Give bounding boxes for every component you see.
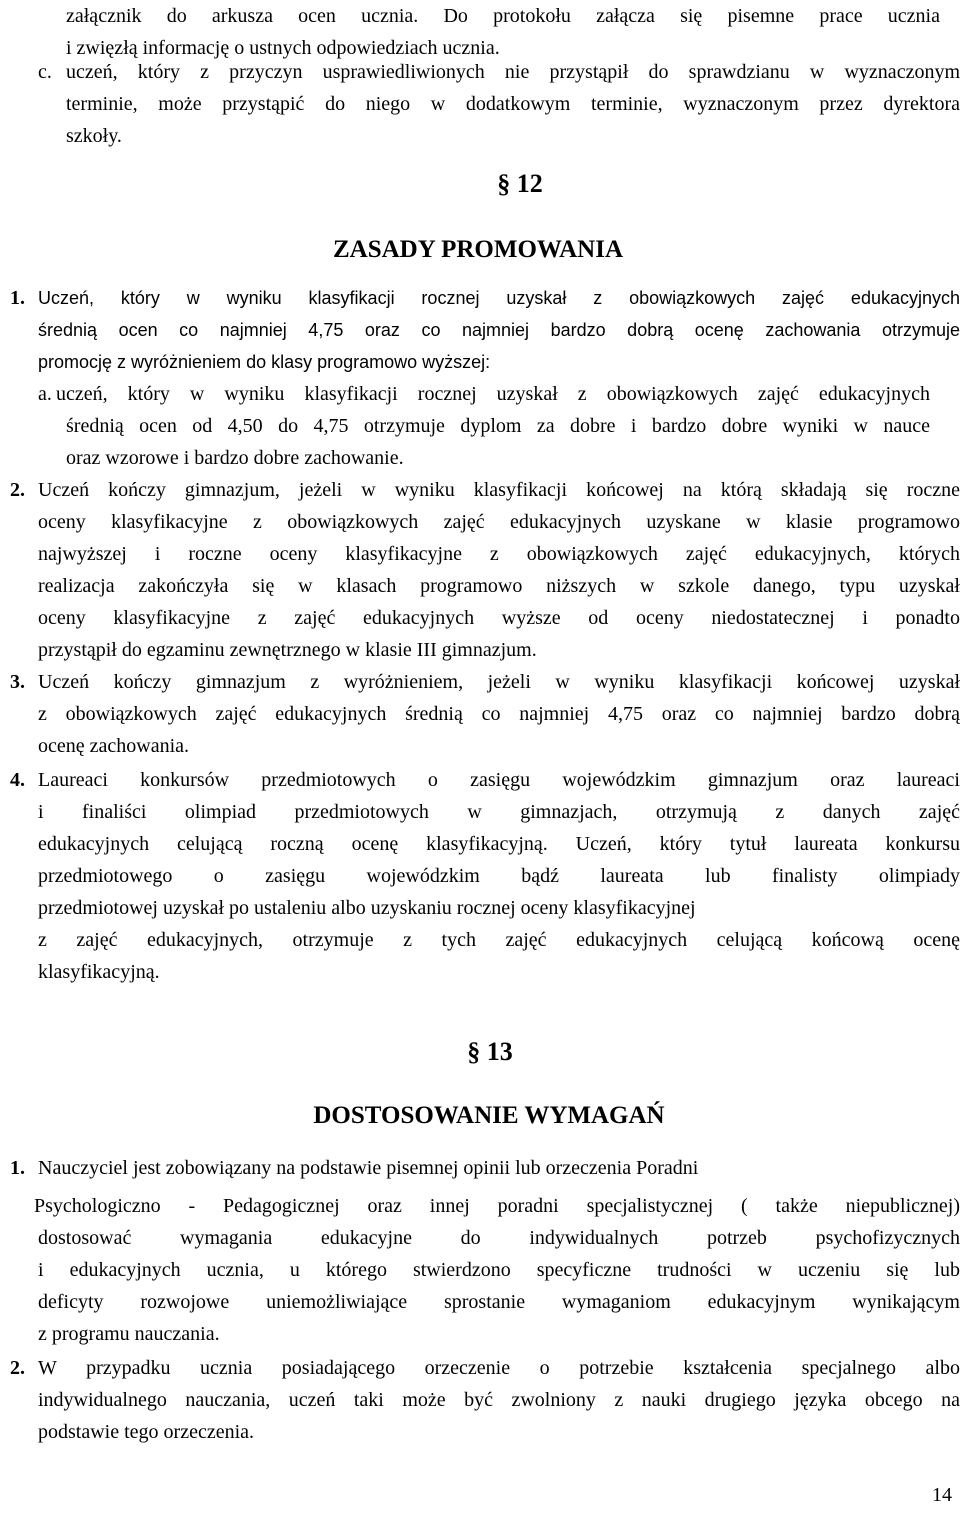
- text-line: Laureaci konkursów przedmiotowych o zasięgu wojewódzkim gimnazjum oraz laureaci: [38, 769, 960, 791]
- text-line: promocję z wyróżnieniem do klasy programowo wyższej:: [38, 352, 491, 372]
- text-line: edukacyjnych celującą roczną ocenę klasyfikacyjną. Uczeń, który tytuł laureata konkursu: [38, 833, 960, 855]
- text-line: najwyższej i roczne oceny klasyfikacyjne z obowiązkowych zajęć edukacyjnych, których: [38, 543, 960, 565]
- text-line: przystąpił do egzaminu zewnętrznego w klasie III gimnazjum.: [38, 639, 537, 661]
- list-item: [38, 666, 960, 762]
- list-number: 3.: [10, 671, 25, 693]
- section-title: DOSTOSOWANIE WYMAGAŃ: [313, 1102, 665, 1129]
- list-item-cont: [66, 410, 930, 474]
- text-line: terminie, może przystąpić do niego w dodatkowym terminie, wyznaczonym przez dyrektora: [66, 93, 960, 115]
- list-item: [38, 1352, 960, 1448]
- list-number: 2.: [10, 479, 25, 501]
- text-line: z programu nauczania.: [38, 1323, 220, 1345]
- text-line: oraz wzorowe i bardzo dobre zachowanie.: [66, 447, 404, 469]
- list-number: 1.: [10, 1157, 25, 1179]
- text-line: realizacja zakończyła się w klasach programowo niższych w szkole danego, typu uzyskał: [38, 575, 960, 597]
- text-line: indywidualnego nauczania, uczeń taki może być zwolniony z nauki drugiego języka obcego na: [38, 1389, 960, 1411]
- list-item-c: [66, 56, 960, 152]
- text-line: W przypadku ucznia posiadającego orzeczenie o potrzebie kształcenia specjalnego albo: [38, 1357, 960, 1379]
- text-line: ocenę zachowania.: [38, 735, 190, 757]
- text-line: przedmiotowej uzyskał po ustaleniu albo uzyskaniu rocznej oceny klasyfikacyjnej: [38, 897, 696, 919]
- list-number: 1.: [10, 287, 25, 309]
- text-line: Uczeń, który w wyniku klasyfikacji rocznej uzyskał z obowiązkowych zajęć edukacyjnych: [38, 288, 960, 308]
- text-line: Psychologiczno - Pedagogicznej oraz innej poradni specjalistycznej ( także niepublicznej): [34, 1195, 960, 1217]
- text-line: średnią ocen co najmniej 4,75 oraz co najmniej bardzo dobrą ocenę zachowania otrzymuje: [38, 320, 960, 340]
- text-line: średnią ocen od 4,50 do 4,75 otrzymuje dyplom za dobre i bardzo dobre wyniki w nauce: [66, 415, 930, 437]
- list-marker: c.: [38, 61, 52, 83]
- text-line: przedmiotowego o zasięgu wojewódzkim bądź laureata lub finalisty olimpiady: [38, 865, 960, 887]
- text-line: Uczeń kończy gimnazjum, jeżeli w wyniku klasyfikacji końcowej na którą składają się roczne: [38, 479, 960, 501]
- text-line: uczeń, który z przyczyn usprawiedliwionych nie przystąpił do sprawdzianu w wyznaczonym: [66, 61, 960, 83]
- section-number: § 12: [497, 169, 543, 198]
- text-line: z zajęć edukacyjnych, otrzymuje z tych zajęć edukacyjnych celującą końcową ocenę: [38, 929, 960, 951]
- list-item: [38, 282, 960, 378]
- list-item: [38, 764, 960, 988]
- text-line: oceny klasyfikacyjne z obowiązkowych zajęć edukacyjnych uzyskane w klasie programowo: [38, 511, 960, 533]
- list-item: [56, 378, 930, 410]
- list-item: [34, 1152, 960, 1350]
- text-line: oceny klasyfikacyjne z zajęć edukacyjnych wyższe od oceny niedostatecznej i ponadto: [38, 607, 960, 629]
- page-number: 14: [932, 1484, 952, 1506]
- text-line: szkoły.: [66, 125, 122, 147]
- list-marker: a.: [38, 383, 52, 405]
- text-line: z obowiązkowych zajęć edukacyjnych średnią co najmniej 4,75 oraz co najmniej bardzo dobrą: [38, 703, 960, 725]
- section-number: § 13: [467, 1037, 513, 1066]
- section-title: ZASADY PROMOWANIA: [332, 236, 624, 263]
- text-line: podstawie tego orzeczenia.: [38, 1421, 255, 1443]
- text-line: i zwięzłą informację o ustnych odpowiedziach ucznia.: [66, 37, 500, 59]
- list-number: 4.: [10, 769, 25, 791]
- text-line: i edukacyjnych ucznia, u którego stwierdzono specyficzne trudności w uczeniu się lub: [38, 1259, 960, 1281]
- text-line: uczeń, który w wyniku klasyfikacji rocznej uzyskał z obowiązkowych zajęć edukacyjnych: [56, 383, 930, 405]
- text-line: i finaliści olimpiad przedmiotowych w gimnazjach, otrzymują z danych zajęć: [38, 801, 960, 823]
- text-line: klasyfikacyjną.: [38, 961, 160, 983]
- list-item: [38, 474, 960, 666]
- text-line: deficyty rozwojowe uniemożliwiające sprostanie wymaganiom edukacyjnym wynikającym: [38, 1291, 960, 1313]
- list-number: 2.: [10, 1357, 25, 1379]
- text-line: dostosować wymagania edukacyjne do indywidualnych potrzeb psychofizycznych: [38, 1227, 960, 1249]
- text-line: Nauczyciel jest zobowiązany na podstawie pisemnej opinii lub orzeczenia Poradni: [38, 1157, 699, 1179]
- text-line: załącznik do arkusza ocen ucznia. Do protokołu załącza się pisemne prace ucznia: [66, 5, 940, 27]
- text-line: Uczeń kończy gimnazjum z wyróżnieniem, jeżeli w wyniku klasyfikacji końcowej uzyskał: [38, 671, 960, 693]
- intro-paragraph: [66, 0, 940, 64]
